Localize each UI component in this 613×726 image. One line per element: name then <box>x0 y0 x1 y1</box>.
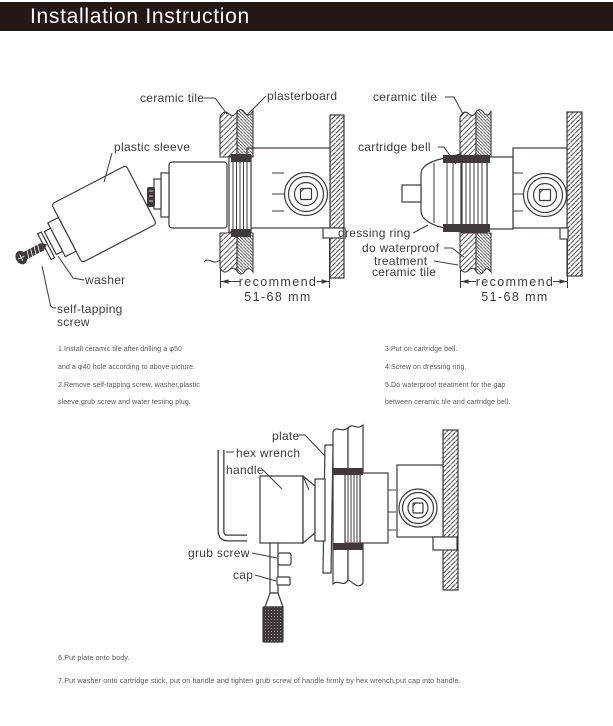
cap-drawing <box>277 577 290 585</box>
valve-outlet-circle <box>524 174 567 217</box>
step-line: sleeve,grub screw and water testing plug. <box>58 399 191 407</box>
label-cartridge-bell: cartridge bell <box>358 140 431 154</box>
diagram-step1-body-install <box>1 89 345 329</box>
step-line: 3.Put on cartridge bell. <box>385 346 458 353</box>
step-line: 5.Do waterproof treatment for the gap <box>385 381 506 389</box>
valve-outlet-circle <box>399 489 437 527</box>
label-screw: screw <box>57 315 90 329</box>
dimension-value: 51-68 mm <box>481 290 549 304</box>
label-ceramic-tile-top: ceramic tile <box>373 90 438 104</box>
label-do-waterproof: do waterproof <box>362 241 440 255</box>
step-line: 7.Put washer onto cartridge stick, put on handle and tighten grub screw of handle firmly by hex wrench,put cap into handle. <box>58 676 461 685</box>
diagram-step3-handle-install <box>188 425 458 642</box>
label-grub-screw: grub screw <box>188 546 250 560</box>
label-ceramic-tile: ceramic tile <box>140 91 205 105</box>
steps-1-2 <box>58 341 200 412</box>
back-wall-section <box>567 112 582 276</box>
label-self-tapping: self-tapping <box>57 302 123 316</box>
back-wall-section <box>330 115 344 278</box>
label-handle: handle <box>226 463 264 477</box>
steps-3-5 <box>385 341 510 412</box>
handle-drawing <box>260 476 325 543</box>
back-wall-section <box>443 430 458 590</box>
step-line: 6.Put plate onto body. <box>58 653 130 662</box>
label-washer: washer <box>85 273 126 287</box>
valve-outlet-circle <box>285 173 328 216</box>
step-line: 1.Install ceramic tile after drilling a φ50 <box>58 346 183 353</box>
steps-6-7 <box>58 646 461 692</box>
dimension-label: recommend <box>238 275 318 289</box>
label-cap: cap <box>233 568 254 582</box>
step-line: between ceramic tile and cartridge bell. <box>385 399 511 407</box>
dimension-value: 51-68 mm <box>244 290 312 304</box>
plastic-sleeve-assembly <box>1 165 157 289</box>
label-plate: plate <box>272 429 300 443</box>
valve-body-cylinder <box>147 154 251 237</box>
grub-screw-drawing <box>278 553 291 565</box>
step-line: 4.Screw on dressing ring. <box>385 363 467 371</box>
label-ceramic-tile-bottom: ceramic tile <box>372 265 437 279</box>
step-line: 2.Remove self-tapping screw, washer,plastic <box>58 381 201 389</box>
label-hex-wrench: hex wrench <box>236 446 301 460</box>
label-plastic-sleeve: plastic sleeve <box>114 140 191 154</box>
cartridge-bell-drawing <box>402 154 461 232</box>
label-treatment: treatment <box>374 254 428 268</box>
step-line: and a φ40 hole according to above picture. <box>58 363 196 371</box>
label-dressing-ring: dressing ring <box>338 226 411 240</box>
page-title: Installation Instruction <box>30 4 250 28</box>
diagram-step2-cartridge-bell <box>338 90 582 304</box>
dimension-label: recommend <box>475 275 555 289</box>
label-plasterboard: plasterboard <box>267 89 338 103</box>
